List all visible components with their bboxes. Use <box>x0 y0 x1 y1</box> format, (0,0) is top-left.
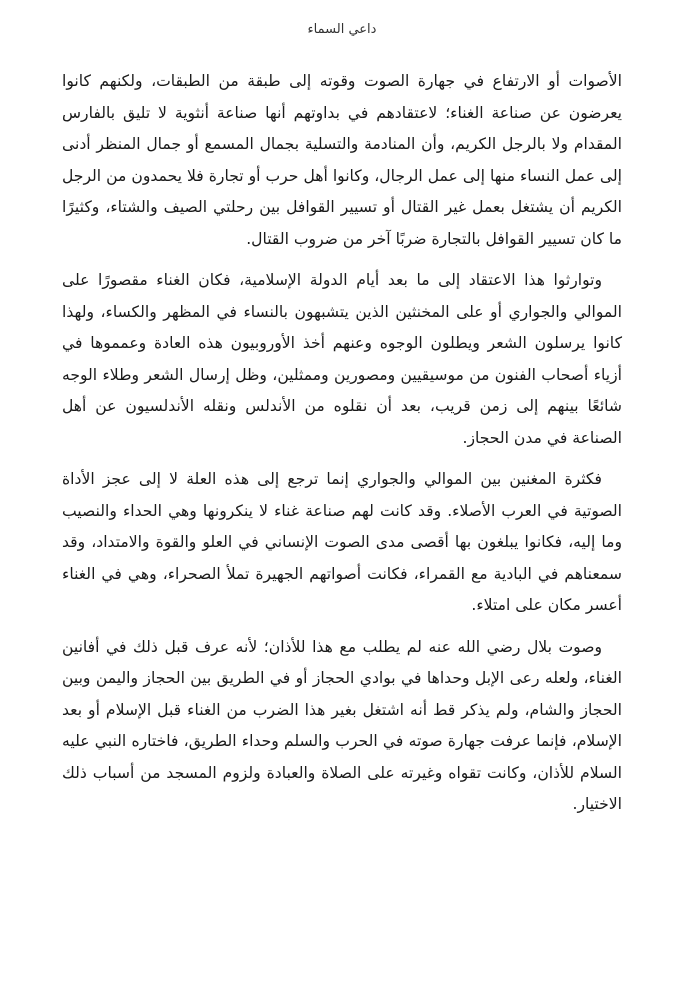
paragraph-3: فكثرة المغنين بين الموالي والجواري إنما ترجع إلى هذه العلة لا إلى عجز الأداة الصوتية في العرب الأصلاء. وقد كانت لهم صناعة غناء لا ينكرونها وهي الحداء والنصيب وما إليه، فكانوا يبلغون بها أقصى مدى الصوت الإنساني في العلو والقوة والامتداد، وقد سمعناهم في البادية مع القمراء، فكانت أصواتهم الجهيرة تملأ الصحراء، وهي في الغناء أعسر مكان على امتلاء. <box>62 470 622 614</box>
paragraph-2: وتوارثوا هذا الاعتقاد إلى ما بعد أيام الدولة الإسلامية، فكان الغناء مقصورًا على الموالي والجواري أو على المخنثين الذين يتشبهون بالنساء في المظهر والكساء، ولهذا كانوا يرسلون الشعر ويطلون الوجوه وعنهم أخذ الأوروبيون هذه العادة وعمموها في أزياء أصحاب الفنون من موسيقيين ومصورين وممثلين، وظل إرسال الشعر وطلاء الوجه شائعًا بينهم إلى زمن قريب، بعد أن نقلوه من الأندلس ونقله الأندلسيون عن أهل الصناعة في مدن الحجاز. <box>62 271 622 447</box>
paragraph-4: وصوت بلال رضي الله عنه لم يطلب مع هذا للأذان؛ لأنه عرف قبل ذلك في أفانين الغناء، ولعله رعى الإبل وحداها في بوادي الحجاز أو في الطريق بين الحجاز واليمن وبين الحجاز والشام، ولم يذكر قط أنه اشتغل بغير هذا الضرب من الغناء قبل الإسلام أو بعد الإسلام، فإنما عرفت جهارة صوته في الحرب والسلم وحداء الطريق، فاختاره النبي عليه السلام للأذان، وكانت تقواه وغيرته على الصلاة والعبادة ولزوم المسجد من أسباب ذلك الاختيار. <box>62 637 622 813</box>
paragraph-1: الأصوات أو الارتفاع في جهارة الصوت وقوته إلى طبقة من الطبقات، ولكنهم كانوا يعرضون عن صناعة الغناء؛ لاعتقادهم في بداوتهم أنها صناعة أنثوية لا تليق بالفارس المقدام ولا بالرجل الكريم، وأن المنادمة والتسلية بجمال المسمع أو جمال المنظر أدنى إلى عمل النساء منها إلى عمل الرجال، وكانوا أهل حرب أو تجارة فلا يحمدون من الرجل الكريم أن يشتغل بعمل غير القتال أو تسيير القوافل بين رحلتي الصيف والشتاء، وكثيرًا ما كان تسيير القوافل بالتجارة ضربًا آخر من ضروب القتال. <box>62 72 622 248</box>
running-header: داعي السماء <box>307 22 377 37</box>
body-text <box>62 66 622 831</box>
